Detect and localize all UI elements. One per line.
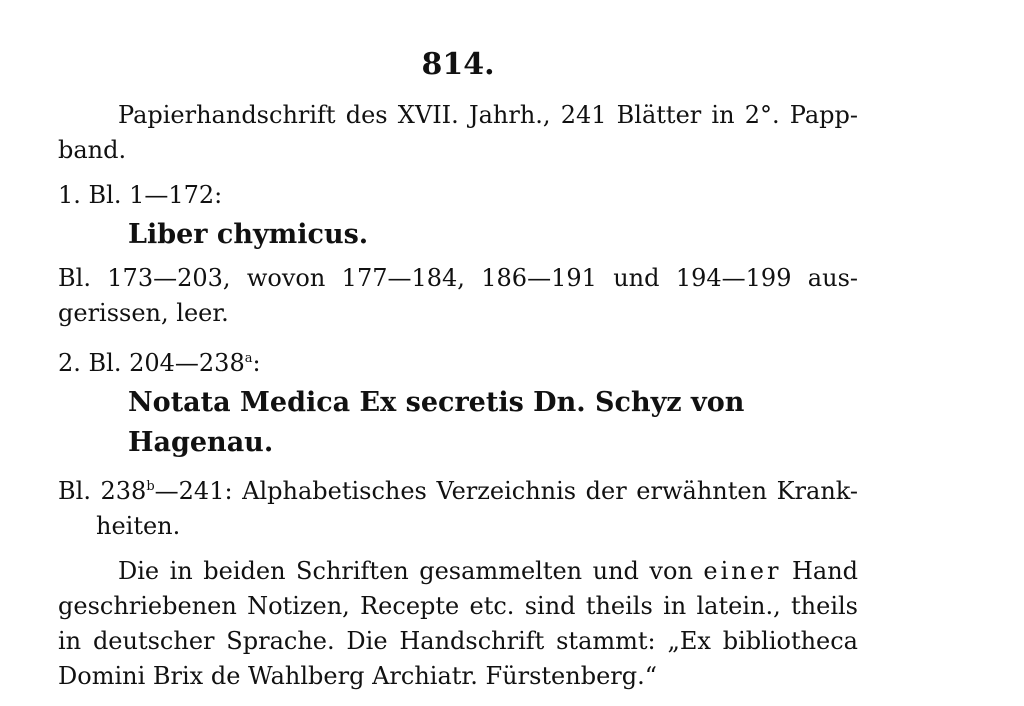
item-2-reference	[58, 341, 858, 381]
item-2-title: Notata Medica Ex secretis Dn. Schyz von Hagenau.	[128, 387, 745, 458]
item-2-reference-suffix: :	[252, 349, 261, 377]
paragraph-line-1	[58, 554, 858, 589]
paragraph-line-3: in deutscher Sprache. Die Handschrift stammt: „Ex bibliotheca	[58, 627, 858, 655]
description-line-2: band.	[58, 136, 127, 164]
item-2-note-line-1	[58, 469, 858, 509]
description-line-1: Papierhandschrift des XVII. Jahrh., 241 Blätter in 2°. Papp-	[118, 101, 858, 129]
item-2-note-line-2: heiten.	[96, 512, 181, 540]
paragraph-line-2: geschriebenen Notizen, Recepte etc. sind theils in latein., theils	[58, 592, 858, 620]
paragraph-line-1-end: Hand	[781, 557, 859, 585]
item-1-title: Liber chymicus.	[128, 219, 369, 250]
entry-number: 814.	[421, 47, 495, 82]
item-1-reference: 1. Bl. 1—172:	[58, 181, 223, 209]
item-2-reference-superscript: a	[244, 351, 253, 366]
paragraph-line-4: Domini Brix de Wahlberg Archiatr. Fürstenberg.“	[58, 662, 658, 690]
item-2-note-prefix: Bl. 238	[58, 477, 147, 505]
item-1-note-line-1: Bl. 173—203, wovon 177—184, 186—191 und 194—199 aus-	[58, 264, 858, 292]
item-2-note-superscript: b	[146, 479, 155, 494]
item-2-note-rest: —241: Alphabetisches Verzeichnis der erwähnten Krank-	[154, 477, 858, 505]
item-1-note-line-2: gerissen, leer.	[58, 299, 229, 327]
manuscript-entry	[58, 40, 858, 694]
paragraph-emphasis-einer: einer	[703, 557, 782, 585]
paragraph-line-1-start: Die in beiden Schriften gesammelten und von	[118, 557, 704, 585]
item-2-reference-prefix: 2. Bl. 204—238	[58, 349, 245, 377]
